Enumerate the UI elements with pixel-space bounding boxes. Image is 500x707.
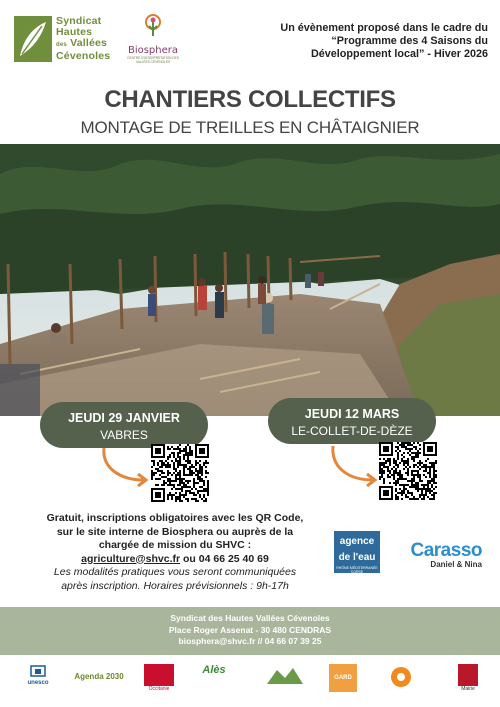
event-context xyxy=(230,22,488,61)
shvc-line: Cévenoles xyxy=(56,50,111,62)
shvc-line: Hautes xyxy=(56,26,93,38)
info-note: après inscription. Horaires prévisionnels : 9h-17h xyxy=(61,579,289,592)
footer-contact: biosphera@shvc.fr // 04 66 07 39 25 xyxy=(178,636,322,646)
info-line: chargée de mission du SHVC : xyxy=(98,539,252,551)
carasso-sub: Daniel & Nina xyxy=(430,560,482,569)
contact-phone: ou 04 66 25 40 69 xyxy=(180,552,269,565)
partner-label: GARD xyxy=(329,664,357,692)
carasso-name: Carasso xyxy=(410,540,482,561)
partner-label: Agenda 2030 xyxy=(74,672,124,681)
agence-eau-logo xyxy=(334,531,380,573)
partner-label: Alès xyxy=(202,664,226,676)
communes-logo xyxy=(258,664,312,688)
sun-icon xyxy=(388,664,414,690)
biosphera-emblem-icon xyxy=(142,14,164,38)
event-context-line: “Programme des 4 Saisons du xyxy=(331,35,488,47)
occitanie-logo xyxy=(142,664,176,692)
event-date: JEUDI 12 MARS xyxy=(304,407,400,421)
page-title: CHANTIERS COLLECTIFS xyxy=(104,86,396,113)
biosphera-subtitle: CENTRE D'INTERPRÉTATION DES VALLÉES CÉVENOLES xyxy=(127,56,179,64)
partner-label: Mairie xyxy=(461,686,475,692)
shvc-des: des xyxy=(56,42,67,48)
biosphera-logo xyxy=(120,14,186,66)
info-line: sur le site interne de Biosphera ou auprès de la xyxy=(56,525,294,538)
shvc-logo xyxy=(14,16,126,64)
shvc-line: Syndicat xyxy=(56,15,102,27)
event-place: LE-COLLET-DE-DÈZE xyxy=(291,424,413,438)
date-pill-collet xyxy=(268,398,436,444)
info-line: Gratuit, inscriptions obligatoires avec les QR Code, xyxy=(46,512,304,524)
cevennes-cc-logo xyxy=(376,664,426,692)
carasso-logo xyxy=(392,540,482,569)
event-context-line: Développement local” - Hiver 2026 xyxy=(310,48,488,60)
partner-label: unesco xyxy=(27,680,49,686)
arrow-icon xyxy=(98,446,152,488)
eau-sub: RHÔNE MÉDITERRANÉE CORSE xyxy=(336,566,378,574)
event-context-line: Un évènement proposé dans le cadre du xyxy=(280,22,488,34)
page-subtitle: MONTAGE DE TREILLES EN CHÂTAIGNIER xyxy=(80,118,420,137)
biosphera-name: Biosphera xyxy=(127,45,179,56)
shvc-wordmark xyxy=(56,16,110,62)
footer-address: Place Roger Assenat - 30 480 CENDRAS xyxy=(168,624,332,635)
unesco-icon xyxy=(29,664,47,678)
arrow-icon xyxy=(327,444,381,488)
footer-band xyxy=(0,607,500,655)
partner-label: Occitanie xyxy=(148,686,170,692)
qr-code-vabres[interactable] xyxy=(151,444,209,502)
unesco-logo xyxy=(18,664,58,686)
agenda-2030-logo xyxy=(72,672,126,681)
eau-line: agence xyxy=(339,536,375,547)
info-note: Les modalités pratiques vous seront communiquées xyxy=(53,566,297,578)
date-pill-vabres xyxy=(40,402,208,448)
eau-line: de l'eau xyxy=(338,552,376,563)
qr-code-collet[interactable] xyxy=(379,442,437,500)
event-date: JEUDI 29 JANVIER xyxy=(68,411,180,425)
ales-logo xyxy=(192,664,236,676)
shvc-line: Vallées xyxy=(70,37,108,49)
communes-icon xyxy=(265,664,305,686)
mairie-logo xyxy=(452,664,484,692)
registration-info xyxy=(30,512,320,593)
worksite-photo xyxy=(0,144,500,416)
gard-logo xyxy=(328,664,358,692)
partner-logos xyxy=(0,660,500,704)
contact-email-link[interactable]: agriculture@shvc.fr xyxy=(81,552,181,565)
footer-org: Syndicat des Hautes Vallées Cévenoles xyxy=(170,613,330,623)
event-place: VABRES xyxy=(100,428,148,442)
leaf-icon xyxy=(14,16,52,62)
